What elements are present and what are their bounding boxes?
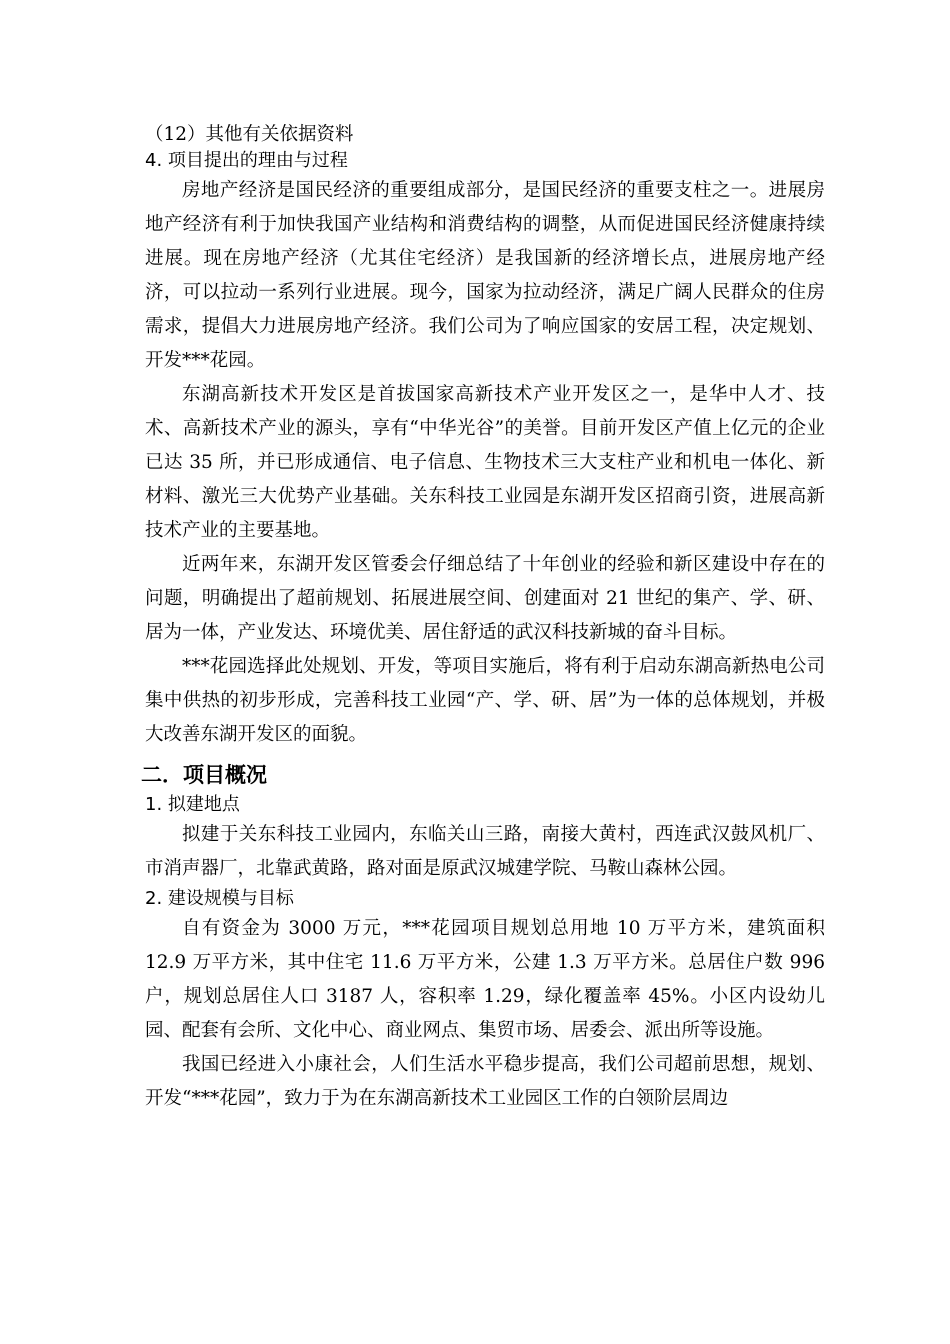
paragraph: 自有资金为 3000 万元，***花园项目规划总用地 10 万平方米，建筑面积 12.9 万平方米，其中住宅 11.6 万平方米，公建 1.3 万平方米。总居住户数 996 户，规划总居住人口 3187 人，容积率 1.29，绿化覆盖率 45%。小区内设幼儿园、配套有会所、文化中心、商业网点、集贸市场、居委会、派出所等设施。	[145, 918, 825, 1041]
paragraph: 我国已经进入小康社会，人们生活水平稳步提高，我们公司超前思想，规划、开发“***花园”，致力于为在东湖高新技术工业园区工作的白领阶层周边	[145, 1054, 825, 1109]
subheading-location: 1. 拟建地点	[145, 794, 240, 815]
paragraph: ***花园选择此处规划、开发，等项目实施后，将有利于启动东湖高新热电公司集中供热的初步形成，完善科技工业园“产、学、研、居”为一体的总体规划，并极大改善东湖开发区的面貌。	[145, 656, 825, 745]
paragraph: 房地产经济是国民经济的重要组成部分，是国民经济的重要支柱之一。进展房地产经济有利于加快我国产业结构和消费结构的调整，从而促进国民经济健康持续进展。现在房地产经济（尤其住宅经济）是我国新的经济增长点，进展房地产经济，可以拉动一系列行业进展。现今，国家为拉动经济，满足广阔人民群众的住房需求，提倡大力进展房地产经济。我们公司为了响应国家的安居工程，决定规划、开发***花园。	[145, 180, 825, 371]
list-item-12: （12）其他有关依据资料	[145, 124, 354, 145]
paragraph: 东湖高新技术开发区是首拔国家高新技术产业开发区之一，是华中人才、技术、高新技术产业的源头，享有“中华光谷”的美誉。目前开发区产值上亿元的企业已达 35 所，并已形成通信、电子信息、生物技术三大支柱产业和机电一体化、新材料、激光三大优势产业基础。关东科技工业园是东湖开发区招商引资，进展高新技术产业的主要基地。	[145, 384, 825, 541]
subheading-scale: 2. 建设规模与目标	[145, 888, 294, 909]
section-title-overview: 二．项目概况	[141, 763, 267, 787]
document-page	[141, 122, 825, 1116]
paragraph: 近两年来，东湖开发区管委会仔细总结了十年创业的经验和新区建设中存在的问题，明确提出了超前规划、拓展进展空间、创建面对 21 世纪的集产、学、研、居为一体，产业发达、环境优美、居住舒适的武汉科技新城的奋斗目标。	[145, 554, 825, 643]
subheading-reason: 4. 项目提出的理由与过程	[145, 150, 348, 171]
paragraph: 拟建于关东科技工业园内，东临关山三路，南接大黄村，西连武汉鼓风机厂、市消声器厂，北靠武黄路，路对面是原武汉城建学院、马鞍山森林公园。	[145, 824, 825, 879]
